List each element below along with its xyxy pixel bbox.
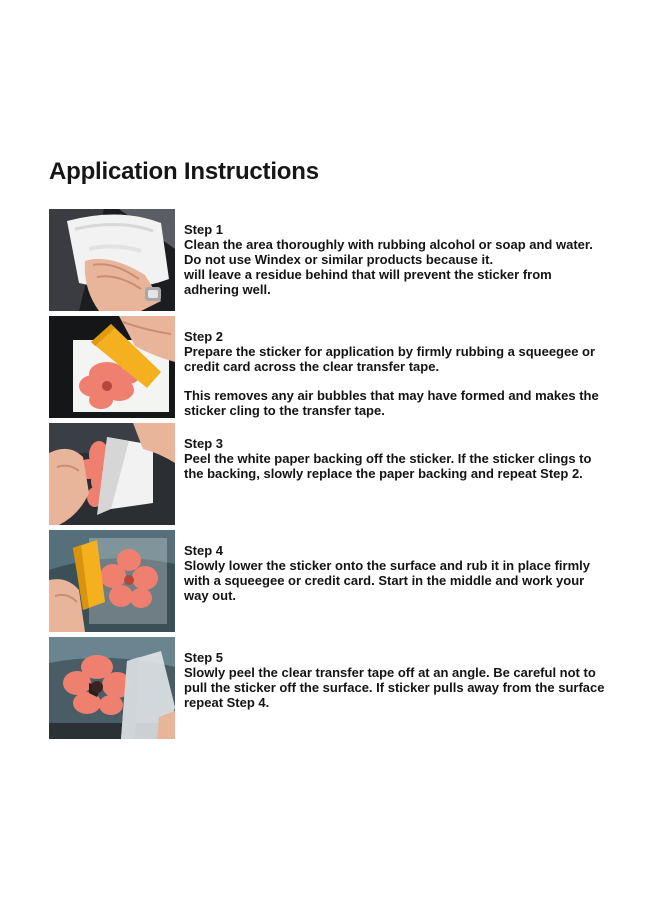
- cleaning-cloth-illustration: [49, 209, 175, 311]
- step-1-text: [184, 222, 634, 297]
- squeegee-photo: [49, 316, 175, 418]
- apply-sticker-photo: [49, 530, 175, 632]
- cleaning-cloth-photo: [49, 209, 175, 311]
- step-5-line-3: repeat Step 4.: [184, 695, 270, 710]
- step-5-line-1: Slowly peel the clear transfer tape off at an angle. Be careful not to: [184, 665, 596, 680]
- page-title: Application Instructions: [49, 158, 319, 185]
- step-3-line-1: Peel the white paper backing off the sticker. If the sticker clings to: [184, 451, 592, 466]
- step-5: [49, 637, 629, 739]
- step-1-line-4: adhering well.: [184, 282, 271, 297]
- step-3-text: [184, 436, 634, 481]
- step-1-heading: Step 1: [184, 222, 224, 237]
- step-4-text: [184, 543, 634, 603]
- step-5-text: [184, 650, 634, 710]
- step-4-line-2: with a squeegee or credit card. Start in the middle and work your: [184, 573, 585, 588]
- step-4-heading: Step 4: [184, 543, 224, 558]
- step-5-line-2: pull the sticker off the surface. If sticker pulls away from the surface: [184, 680, 605, 695]
- step-3-heading: Step 3: [184, 436, 224, 451]
- squeegee-illustration: [49, 316, 175, 418]
- apply-sticker-illustration: [49, 530, 175, 632]
- step-4-line-3: way out.: [184, 588, 237, 603]
- step-1: [49, 209, 629, 311]
- step-1-line-2: Do not use Windex or similar products because it.: [184, 252, 494, 267]
- peel-tape-photo: [49, 637, 175, 739]
- peel-backing-illustration: [49, 423, 175, 525]
- step-5-heading: Step 5: [184, 650, 224, 665]
- step-4: [49, 530, 629, 632]
- step-2: [49, 316, 629, 418]
- step-2-text: [184, 329, 634, 418]
- step-2-line-1: Prepare the sticker for application by firmly rubbing a squeegee or: [184, 344, 596, 359]
- step-2-heading: Step 2: [184, 329, 224, 344]
- step-2-line-2: credit card across the clear transfer tape.: [184, 359, 440, 374]
- step-4-line-1: Slowly lower the sticker onto the surface and rub it in place firmly: [184, 558, 590, 573]
- step-2-line-4: sticker cling to the transfer tape.: [184, 403, 385, 418]
- step-1-line-1: Clean the area thoroughly with rubbing alcohol or soap and water.: [184, 237, 593, 252]
- step-3-line-2: the backing, slowly replace the paper backing and repeat Step 2.: [184, 466, 583, 481]
- peel-backing-photo: [49, 423, 175, 525]
- step-1-line-3: will leave a residue behind that will prevent the sticker from: [184, 267, 552, 282]
- peel-tape-illustration: [49, 637, 175, 739]
- step-2-line-3: This removes any air bubbles that may have formed and makes the: [184, 388, 599, 403]
- step-3: [49, 423, 629, 525]
